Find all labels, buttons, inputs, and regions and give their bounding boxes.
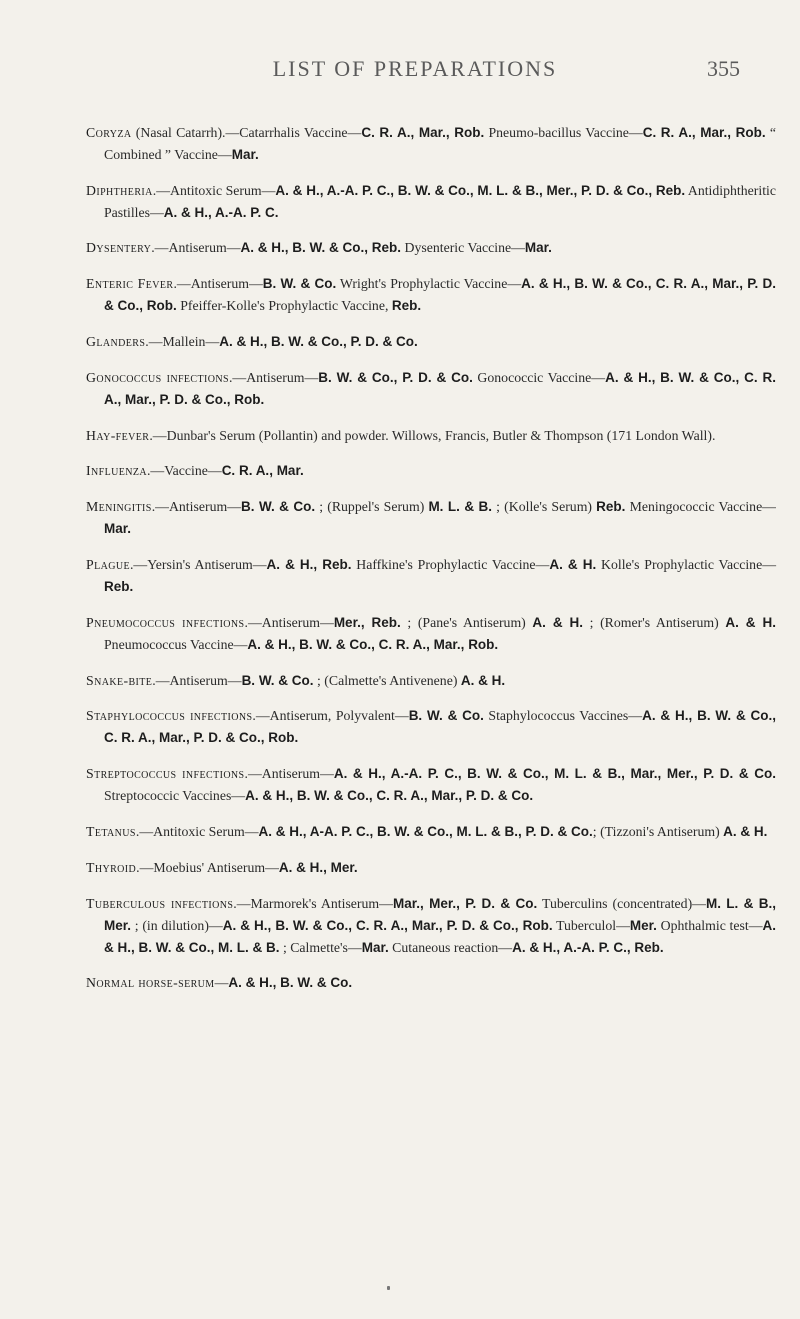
entry-heading: Hay-fever (86, 427, 150, 443)
list-entry (86, 972, 776, 994)
entry-heading: Tuberculous infections (86, 895, 234, 911)
preparation-text: Ophthalmic test— (656, 917, 763, 933)
preparation-text: .—Vaccine— (146, 463, 222, 479)
preparation-text: Staphylococcus Vaccines— (483, 708, 643, 724)
list-entry (86, 180, 776, 224)
entry-heading: Normal horse-serum (86, 975, 215, 991)
preparation-text: ; (Kolle's Serum) (492, 499, 597, 515)
preparation-text: Haffkine's Prophylactic Vaccine— (351, 556, 550, 572)
preparation-text: .—Antiserum— (151, 240, 241, 256)
preparation-text: ; (Tizzoni's Antiserum) (592, 823, 724, 839)
preparation-text: Pneumo-bacillus Vaccine— (484, 124, 643, 140)
list-entry (86, 331, 776, 353)
preparation-text: Dysenteric Vaccine— (401, 240, 525, 256)
preparation-text: Cutaneous reaction— (388, 939, 513, 955)
list-entry (86, 893, 776, 959)
preparation-text: .—Antitoxic Serum— (135, 823, 259, 839)
entry-heading: Coryza (86, 124, 132, 140)
supplier-list: A. & H., B. W. & Co., M. L. & B. (104, 917, 777, 955)
list-entry (86, 554, 776, 598)
preparation-text: ; (Pane's Antiserum) (400, 614, 533, 630)
list-entry (86, 237, 776, 259)
supplier-list: A. & H., B. W. & Co., C. R. A., Mar., P. D. & Co., Rob. (104, 708, 777, 746)
list-entry (86, 612, 776, 656)
list-entry (86, 821, 776, 843)
supplier-list: A. & H. (460, 672, 506, 688)
supplier-list: A. & H., B. W. & Co., P. D. & Co. (219, 333, 418, 349)
entry-heading: Tetanus (86, 823, 136, 839)
supplier-list: A. & H., Reb. (266, 556, 352, 572)
supplier-list: Mar. (104, 521, 132, 537)
supplier-list: A. & H., B. W. & Co., C. R. A., Mar., Rob. (247, 636, 499, 652)
supplier-list: Mar. (231, 146, 259, 162)
supplier-list: C. R. A., Mar., Rob. (642, 124, 766, 140)
entry-heading: Influenza (86, 463, 147, 479)
preparation-text: .—Antiserum— (173, 276, 263, 292)
list-entry (86, 122, 776, 166)
list-entry (86, 705, 776, 749)
supplier-list: A. & H., A.-A. P. C. (163, 204, 279, 220)
entry-heading: Pneumococcus infections (86, 614, 245, 630)
supplier-list: A. & H., B. W. & Co., Reb. (240, 240, 402, 256)
supplier-list: Mar., Mer., P. D. & Co. (392, 895, 538, 911)
supplier-list: B. W. & Co. (408, 708, 484, 724)
supplier-list: A. & H., B. W. & Co., C. R. A., Mar., P. D. & Co. (245, 788, 534, 804)
supplier-list: A. & H., B. W. & Co. (228, 975, 353, 991)
list-entry (86, 460, 776, 482)
preparation-text: Pneumococcus Vaccine— (104, 636, 248, 652)
preparation-text: ; Calmette's— (279, 939, 362, 955)
supplier-list: B. W. & Co. (262, 276, 337, 292)
supplier-list: Mer., Reb. (333, 614, 401, 630)
list-entry (86, 273, 776, 317)
supplier-list: C. R. A., Mar. (221, 463, 304, 479)
entry-heading: Streptococcus infections (86, 766, 245, 782)
supplier-list: A. & H., A-A. P. C., B. W. & Co., M. L. & B., P. D. & Co. (258, 823, 593, 839)
preparation-text: .—Dunbar's Serum (Pollantin) and powder. Willows, Francis, Butler & Thompson (171 London Wall). (149, 427, 716, 443)
preparation-text: “ Combined ” Vaccine— (104, 124, 777, 162)
preparation-text: .—Moebius' Antiserum— (136, 859, 279, 875)
preparation-text: Pfeiffer-Kolle's Prophylactic Vaccine, (176, 298, 392, 314)
supplier-list: A. & H. (725, 614, 776, 630)
entry-heading: Staphylococcus infections (86, 708, 253, 724)
entry-heading: Plague (86, 556, 130, 572)
supplier-list: B. W. & Co. (241, 672, 314, 688)
preparation-text: Gonococcic Vaccine— (472, 369, 606, 385)
list-entry (86, 857, 776, 879)
preparation-text: ; (Romer's Antiserum) (583, 614, 726, 630)
supplier-list: A. & H., B. W. & Co., C. R. A., Mar., P. D. & Co., Rob. (104, 369, 777, 407)
supplier-list: Reb. (391, 298, 422, 314)
preparation-text: Wright's Prophylactic Vaccine— (336, 276, 522, 292)
supplier-list: Mer. (629, 917, 657, 933)
preparation-text: .—Antiserum— (228, 369, 319, 385)
supplier-list: Reb. (596, 499, 626, 515)
list-entry (86, 496, 776, 540)
supplier-list: M. L. & B. (428, 499, 493, 515)
preparation-text: ; (in dilution)— (131, 917, 223, 933)
supplier-list: B. W. & Co. (241, 499, 316, 515)
preparation-text: — (214, 975, 229, 991)
supplier-list: M. L. & B., Mer. (104, 895, 777, 933)
supplier-list: Mar. (361, 939, 389, 955)
supplier-list: Mar. (524, 240, 552, 256)
preparation-text: Meningococcic Vaccine— (625, 499, 776, 515)
list-entry (86, 763, 776, 807)
print-speck (387, 1286, 390, 1290)
supplier-list: A. & H. (549, 556, 597, 572)
supplier-list: A. & H. (723, 823, 768, 839)
preparation-text: Streptococcic Vaccines— (104, 788, 246, 804)
supplier-list: C. R. A., Mar., Rob. (361, 124, 485, 140)
preparation-text: .—Yersin's Antiserum— (129, 556, 267, 572)
preparation-text: Tuberculins (concentrated)— (537, 895, 706, 911)
preparation-text: Tuberculol— (552, 917, 630, 933)
supplier-list: A. & H., Mer. (278, 859, 358, 875)
preparation-text: .—Antiserum, Polyvalent— (252, 708, 409, 724)
preparation-text: .—Antiserum— (151, 499, 241, 515)
preparation-text: ; (Calmette's Antivenene) (313, 672, 461, 688)
preparation-text: .—Antiserum— (152, 672, 242, 688)
preparation-text: Antidiphtheritic Pastilles— (104, 182, 776, 220)
list-entry (86, 367, 776, 411)
preparation-text: Kolle's Prophylactic Vaccine— (596, 556, 776, 572)
entry-heading: Meningitis (86, 499, 152, 515)
supplier-list: A. & H., B. W. & Co., C. R. A., Mar., P. D. & Co., Rob. (222, 917, 553, 933)
supplier-list: A. & H. (532, 614, 583, 630)
entry-heading: Diphtheria (86, 182, 153, 198)
preparation-text: .—Antiserum— (244, 766, 334, 782)
entry-heading: Glanders (86, 333, 146, 349)
preparation-text: .—Antiserum— (244, 614, 334, 630)
preparation-text: (Nasal Catarrh).—Catarrhalis Vaccine— (131, 124, 362, 140)
supplier-list: A. & H., A.-A. P. C., B. W. & Co., M. L. & B., Mer., P. D. & Co., Reb. (275, 182, 686, 198)
entry-heading: Dysentery (86, 240, 152, 256)
running-title: LIST OF PREPARATIONS (272, 56, 558, 81)
preparation-text: .—Mallein— (145, 333, 220, 349)
supplier-list: A. & H., B. W. & Co., C. R. A., Mar., P. D. & Co., Rob. (104, 276, 777, 314)
page-header (90, 56, 740, 86)
entry-heading: Enteric Fever (86, 276, 174, 292)
preparations-list (86, 108, 776, 1000)
preparation-text: .—Antitoxic Serum— (152, 182, 276, 198)
entry-heading: Gonococcus infections (86, 369, 229, 385)
preparation-text: .—Marmorek's Antiserum— (233, 895, 393, 911)
preparation-text: ; (Ruppel's Serum) (315, 499, 429, 515)
entry-heading: Snake-bite (86, 672, 153, 688)
list-entry (86, 670, 776, 692)
supplier-list: Reb. (104, 578, 134, 594)
entry-heading: Thyroid (86, 859, 137, 875)
supplier-list: B. W. & Co., P. D. & Co. (318, 369, 473, 385)
page-number: 355 (707, 56, 740, 81)
list-entry (86, 425, 776, 447)
supplier-list: A. & H., A.-A. P. C., B. W. & Co., M. L. & B., Mar., Mer., P. D. & Co. (333, 766, 776, 782)
supplier-list: A. & H., A.-A. P. C., Reb. (512, 939, 664, 955)
